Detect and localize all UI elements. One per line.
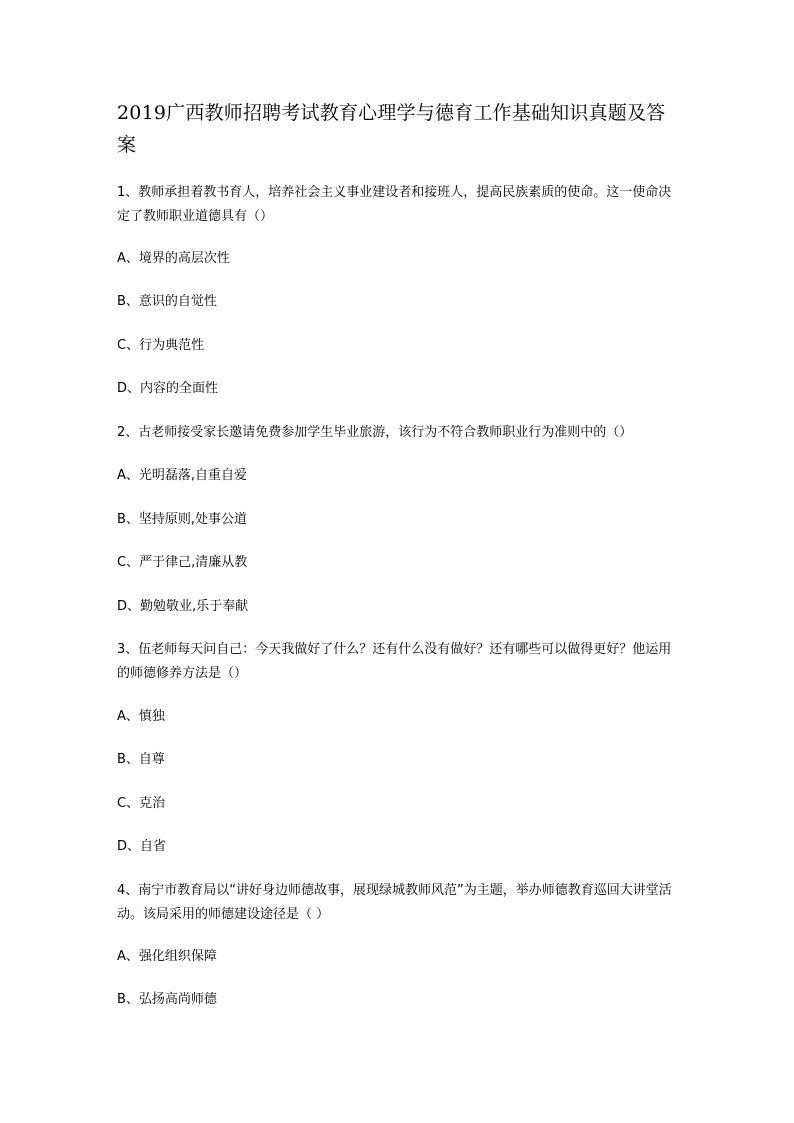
- question-1-option-b: B、意识的自觉性: [117, 294, 217, 309]
- question-1-option-d: D、内容的全面性: [117, 381, 219, 396]
- question-3-text: 3、伍老师每天问自己：今天我做好了什么？还有什么没有做好？还有哪些可以做得更好？他运用的师德修养方法是（）: [117, 642, 672, 681]
- question-3-option-d: D、自省: [117, 839, 167, 854]
- question-3-option-c: C、克治: [117, 796, 166, 811]
- question-1-option-a: A、境界的高层次性: [117, 251, 230, 266]
- question-2-text: 2、古老师接受家长邀请免费参加学生毕业旅游，该行为不符合教师职业行为准则中的（）: [117, 425, 633, 440]
- question-3-option-b: B、自尊: [117, 752, 165, 767]
- question-1-text: 1、教师承担着教书育人，培养社会主义事业建设者和接班人，提高民族素质的使命。这一使命决定了教师职业道德具有（）: [117, 185, 672, 224]
- question-2-option-c: C、严于律己,清廉从教: [117, 555, 248, 570]
- question-4-option-b: B、弘扬高尚师德: [117, 992, 217, 1007]
- question-3-option-a: A、慎独: [117, 709, 165, 724]
- question-2-option-d: D、勤勉敬业,乐于奉献: [117, 599, 249, 614]
- question-2-option-b: B、坚持原则,处事公道: [117, 512, 248, 527]
- question-4-text: 4、南宁市教育局以“讲好身边师德故事，展现绿城教师风范”为主题，举办师德教育巡回大讲堂活动。该局采用的师德建设途径是（ ）: [117, 883, 672, 922]
- question-2-option-a: A、光明磊落,自重自爱: [117, 468, 248, 483]
- question-4-option-a: A、强化组织保障: [117, 949, 217, 964]
- document-title: 2019广西教师招聘考试教育心理学与德育工作基础知识真题及答案: [117, 102, 666, 156]
- question-1-option-c: C、行为典范性: [117, 338, 205, 353]
